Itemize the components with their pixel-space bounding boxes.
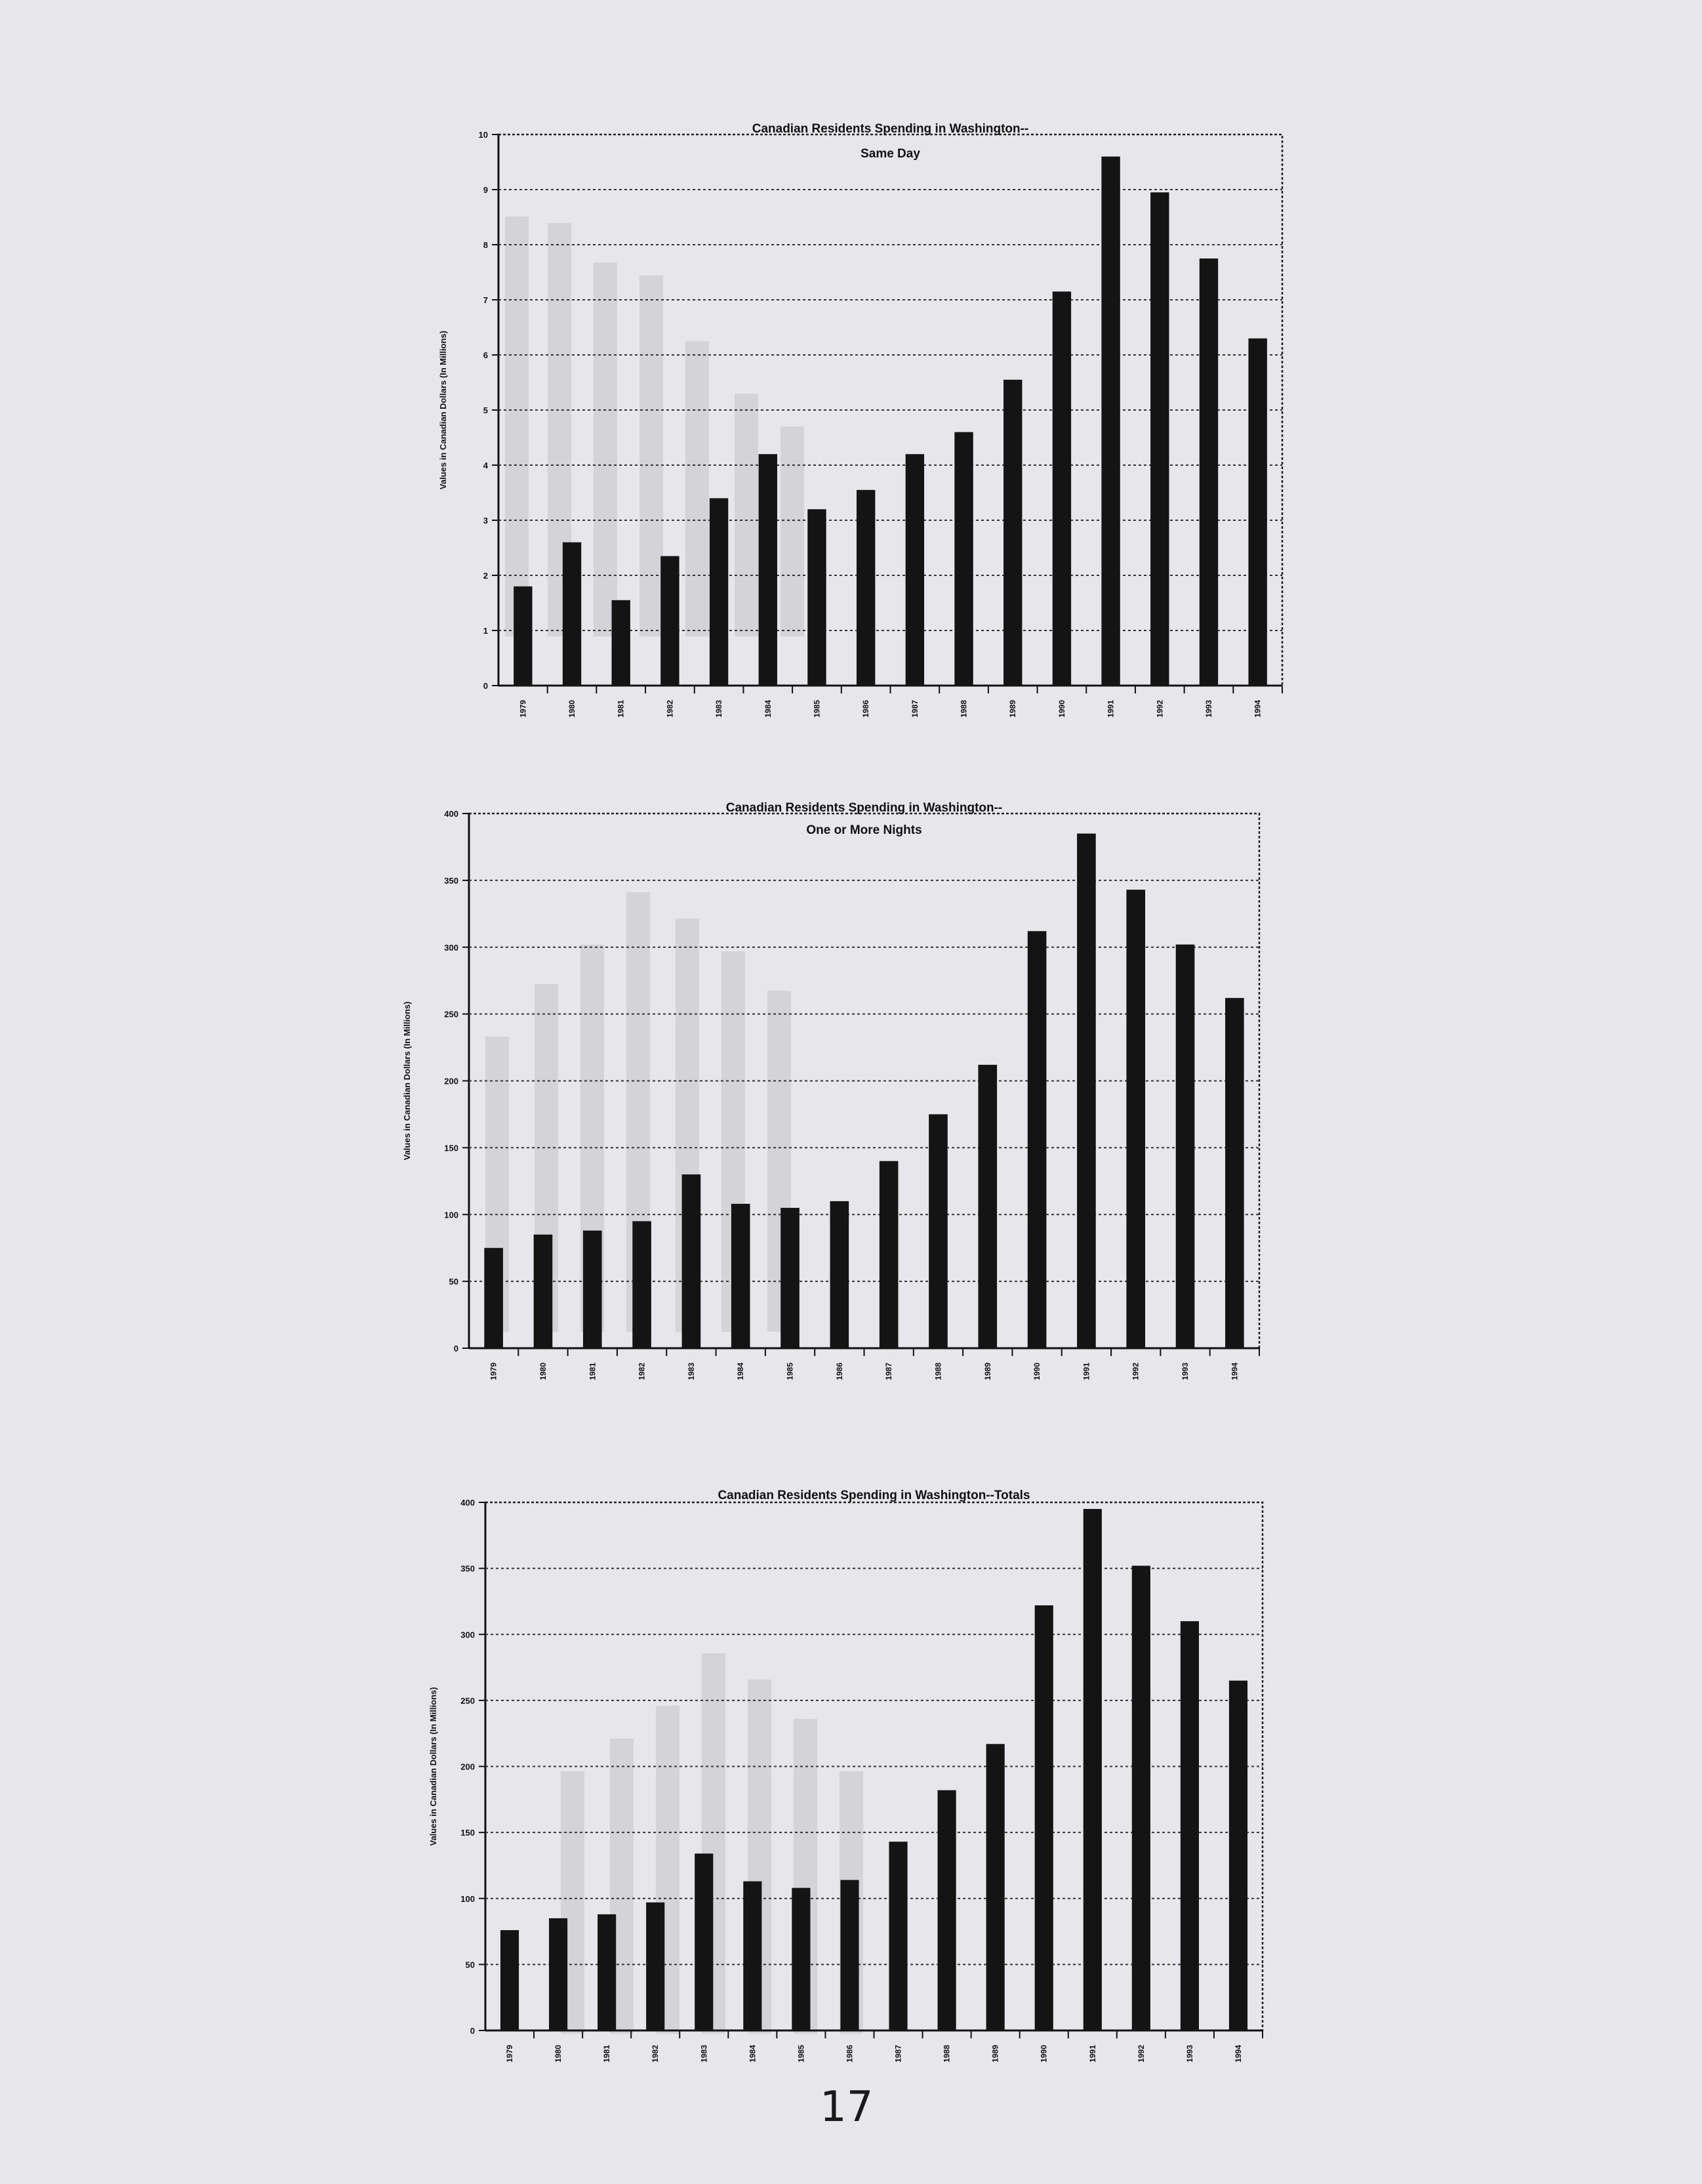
x-tick-label: 1984 (763, 700, 773, 718)
y-tick-label: 300 (460, 1630, 475, 1640)
x-tick-label: 1993 (1185, 2045, 1194, 2063)
bar (840, 1880, 859, 2030)
bar (1003, 380, 1022, 686)
x-tick-label: 1983 (714, 700, 724, 718)
x-tick-label: 1990 (1057, 700, 1066, 718)
bar (646, 1903, 664, 2030)
x-tick-label: 1987 (893, 2045, 903, 2063)
x-tick-label: 1981 (616, 700, 626, 718)
y-tick-label: 100 (460, 1893, 475, 1904)
bar (1053, 291, 1071, 686)
y-tick-label: 150 (460, 1828, 475, 1838)
bar (1077, 834, 1096, 1348)
bar (743, 1882, 761, 2030)
x-tick-label: 1979 (518, 700, 528, 718)
y-tick-label: 0 (453, 1344, 458, 1353)
bar (563, 543, 581, 686)
x-tick-label: 1985 (796, 2045, 806, 2063)
x-tick-label: 1987 (884, 1363, 894, 1380)
bar (612, 600, 630, 686)
x-tick-label: 1986 (861, 700, 871, 718)
x-tick-label: 1984 (748, 2045, 758, 2063)
bar (986, 1744, 1005, 2030)
bar (598, 1914, 616, 2030)
y-tick-label: 200 (444, 1076, 458, 1086)
x-tick-label: 1986 (845, 2045, 855, 2063)
y-tick-label: 150 (444, 1143, 458, 1153)
bar (880, 1161, 899, 1348)
bar (857, 490, 875, 686)
page-number: 17 (820, 2083, 874, 2132)
x-tick-label: 1981 (602, 2045, 612, 2063)
x-tick-label: 1980 (567, 700, 577, 718)
y-tick-label: 400 (460, 1498, 475, 1508)
x-tick-label: 1991 (1087, 2045, 1097, 2063)
bar (1132, 1566, 1150, 2030)
x-tick-label: 1981 (588, 1363, 598, 1380)
bar (514, 587, 532, 686)
y-tick-label: 10 (478, 130, 488, 140)
x-tick-label: 1994 (1253, 700, 1263, 718)
x-tick-label: 1993 (1181, 1363, 1190, 1380)
y-tick-label: 350 (460, 1563, 475, 1574)
x-tick-label: 1994 (1230, 1363, 1240, 1380)
y-tick-label: 9 (483, 185, 488, 195)
y-tick-label: 6 (483, 350, 488, 360)
x-tick-label: 1985 (785, 1363, 795, 1380)
chart-title: Canadian Residents Spending in Washington-- (752, 122, 1029, 136)
y-tick-label: 100 (444, 1210, 458, 1220)
bar (792, 1888, 810, 2030)
x-tick-label: 1989 (990, 2045, 1000, 2063)
bar (484, 1248, 503, 1348)
bar (830, 1201, 849, 1348)
x-tick-label: 1983 (699, 2045, 709, 2063)
bar (1176, 945, 1195, 1348)
y-tick-label: 50 (449, 1277, 458, 1287)
chart-one-or-more-nights (402, 801, 1259, 1380)
bar (549, 1918, 567, 2030)
x-tick-label: 1989 (1008, 700, 1018, 718)
x-tick-label: 1987 (910, 700, 920, 718)
y-tick-label: 5 (483, 405, 488, 415)
bleed-through-artifacts (485, 216, 863, 2034)
x-tick-label: 1982 (637, 1363, 647, 1380)
bar (710, 498, 728, 686)
x-tick-label: 1993 (1204, 700, 1213, 718)
bar (583, 1231, 602, 1348)
x-tick-label: 1986 (834, 1363, 844, 1380)
x-tick-label: 1979 (505, 2045, 515, 2063)
bar (632, 1221, 651, 1348)
bar (889, 1842, 907, 2030)
bar (1200, 258, 1218, 686)
bar (500, 1930, 519, 2030)
x-tick-label: 1990 (1039, 2045, 1049, 2063)
bar (1248, 339, 1266, 686)
x-tick-label: 1988 (933, 1363, 943, 1380)
x-tick-label: 1988 (942, 2045, 952, 2063)
chart-subtitle: One or More Nights (806, 823, 922, 837)
bar (1225, 998, 1244, 1348)
bar (954, 432, 973, 686)
bar (1035, 1605, 1053, 2030)
bar (695, 1853, 713, 2030)
bar (682, 1174, 701, 1348)
x-tick-label: 1994 (1233, 2045, 1243, 2063)
bar (731, 1204, 750, 1348)
x-tick-label: 1979 (489, 1363, 498, 1380)
bar (938, 1790, 956, 2030)
bar (1028, 931, 1047, 1348)
y-tick-label: 1 (483, 626, 488, 636)
chart-title: Canadian Residents Spending in Washington-- (725, 801, 1003, 815)
bar (929, 1114, 948, 1348)
y-tick-label: 50 (465, 1960, 475, 1970)
bar (660, 556, 679, 686)
y-tick-label: 3 (483, 516, 488, 525)
bar (1126, 890, 1145, 1348)
bar (759, 454, 777, 686)
bar (1229, 1681, 1247, 2030)
y-tick-label: 2 (483, 571, 488, 581)
x-tick-label: 1991 (1106, 700, 1116, 718)
x-tick-label: 1985 (812, 700, 822, 718)
bar (1084, 1509, 1102, 2030)
y-tick-label: 0 (483, 681, 488, 691)
x-tick-label: 1982 (651, 2045, 660, 2063)
y-tick-label: 350 (444, 875, 458, 886)
x-tick-label: 1980 (554, 2045, 563, 2063)
bar (1181, 1621, 1199, 2030)
x-tick-label: 1992 (1131, 1363, 1141, 1380)
bar (1150, 192, 1169, 686)
x-tick-label: 1990 (1032, 1363, 1042, 1380)
y-tick-label: 0 (470, 2026, 475, 2036)
y-axis-label: Values in Canadian Dollars (In Millions) (428, 1687, 438, 1846)
bar (978, 1065, 997, 1348)
x-tick-label: 1988 (959, 700, 969, 718)
bar (534, 1235, 553, 1348)
y-tick-label: 200 (460, 1762, 475, 1772)
x-tick-label: 1989 (983, 1363, 992, 1380)
y-tick-label: 4 (483, 461, 488, 470)
bar (1101, 157, 1120, 686)
y-tick-label: 8 (483, 240, 488, 250)
x-tick-label: 1980 (538, 1363, 548, 1380)
y-tick-label: 7 (483, 295, 488, 305)
x-tick-label: 1982 (665, 700, 675, 718)
bar (906, 454, 924, 686)
y-axis-label: Values in Canadian Dollars (In Millions) (438, 331, 448, 489)
y-tick-label: 250 (460, 1695, 475, 1706)
x-tick-label: 1992 (1155, 700, 1165, 718)
x-tick-label: 1983 (686, 1363, 696, 1380)
y-axis-label: Values in Canadian Dollars (In Millions) (402, 1001, 412, 1161)
x-tick-label: 1984 (736, 1363, 746, 1380)
bar (780, 1208, 800, 1348)
x-tick-label: 1992 (1136, 2045, 1146, 2063)
y-tick-label: 400 (444, 809, 458, 819)
x-tick-label: 1991 (1082, 1363, 1091, 1380)
chart-title: Canadian Residents Spending in Washington--Totals (718, 1489, 1030, 1502)
y-tick-label: 250 (444, 1009, 458, 1020)
y-tick-label: 300 (444, 942, 458, 953)
bar (807, 509, 826, 686)
chart-subtitle: Same Day (861, 147, 920, 161)
